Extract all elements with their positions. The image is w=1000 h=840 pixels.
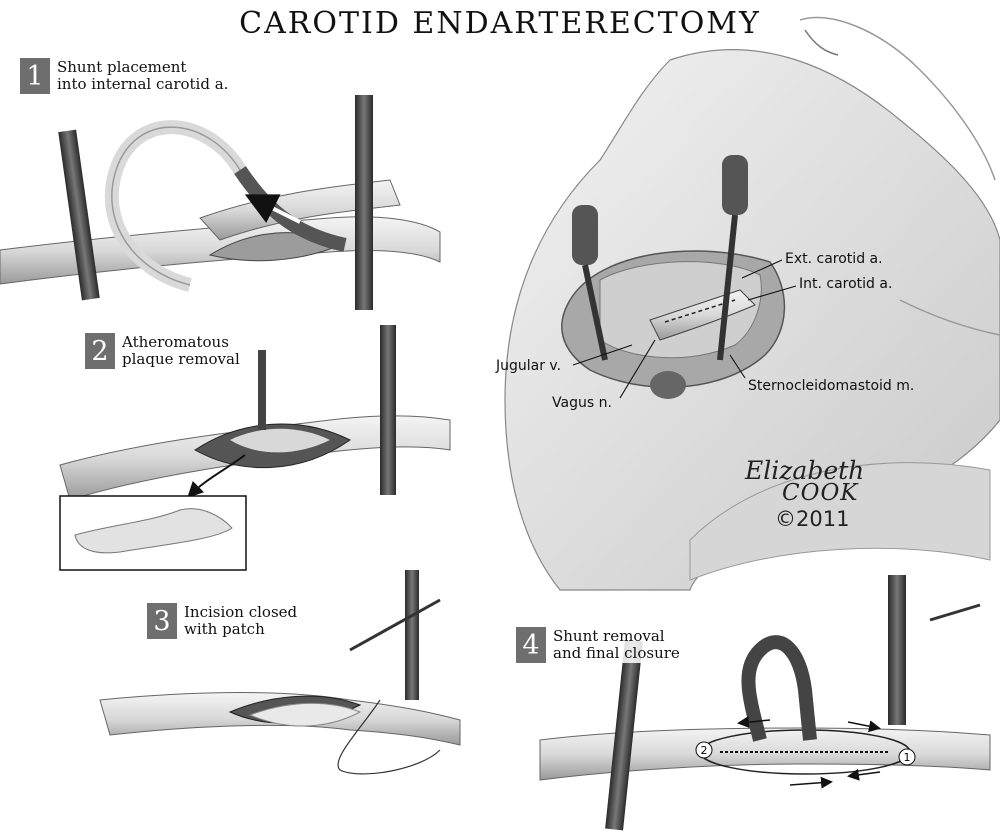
closure-marker-1-label: 1 xyxy=(903,751,911,764)
copyright-text: ©2011 xyxy=(775,507,850,531)
neck-anatomy xyxy=(505,17,1000,590)
panel-1-shunt-placement xyxy=(0,95,440,310)
step-2-line2: plaque removal xyxy=(122,350,240,368)
step-4-number: 4 xyxy=(516,627,546,663)
page-title: CAROTID ENDARTERECTOMY xyxy=(239,6,761,41)
step-2-text xyxy=(120,333,242,369)
signature-first-name: Elizabeth xyxy=(745,456,865,485)
step-1-text xyxy=(55,58,230,94)
step-3-number: 3 xyxy=(147,603,177,639)
label-vagus: Vagus n. xyxy=(552,395,612,411)
step-4-line2: and final closure xyxy=(553,644,680,662)
step-4-text xyxy=(551,627,682,663)
label-int-carotid: Int. carotid a. xyxy=(799,276,893,292)
step-1-number: 1 xyxy=(20,58,50,94)
closure-marker-2-label: 2 xyxy=(700,744,708,757)
step-2-line1: Atheromatous xyxy=(122,333,229,351)
step-3-line2: with patch xyxy=(184,620,265,638)
step-2-caption xyxy=(85,333,242,369)
step-3-text xyxy=(182,603,299,639)
signature-last-name: COOK xyxy=(782,480,859,506)
step-2-number: 2 xyxy=(85,333,115,369)
step-1-line2: into internal carotid a. xyxy=(57,75,229,93)
label-sternocleidomastoid: Sternocleidomastoid m. xyxy=(748,378,915,394)
step-1-caption xyxy=(20,58,230,94)
step-4-caption xyxy=(516,627,682,663)
label-jugular: Jugular v. xyxy=(496,358,562,374)
panel-4-final-closure xyxy=(540,575,990,830)
step-4-line1: Shunt removal xyxy=(553,627,665,645)
step-3-line1: Incision closed xyxy=(184,603,298,621)
step-3-caption xyxy=(147,603,299,639)
retractor-base xyxy=(650,371,686,399)
panel-3-patch-closure xyxy=(100,570,460,774)
label-ext-carotid: Ext. carotid a. xyxy=(785,251,883,267)
step-1-line1: Shunt placement xyxy=(57,58,187,76)
